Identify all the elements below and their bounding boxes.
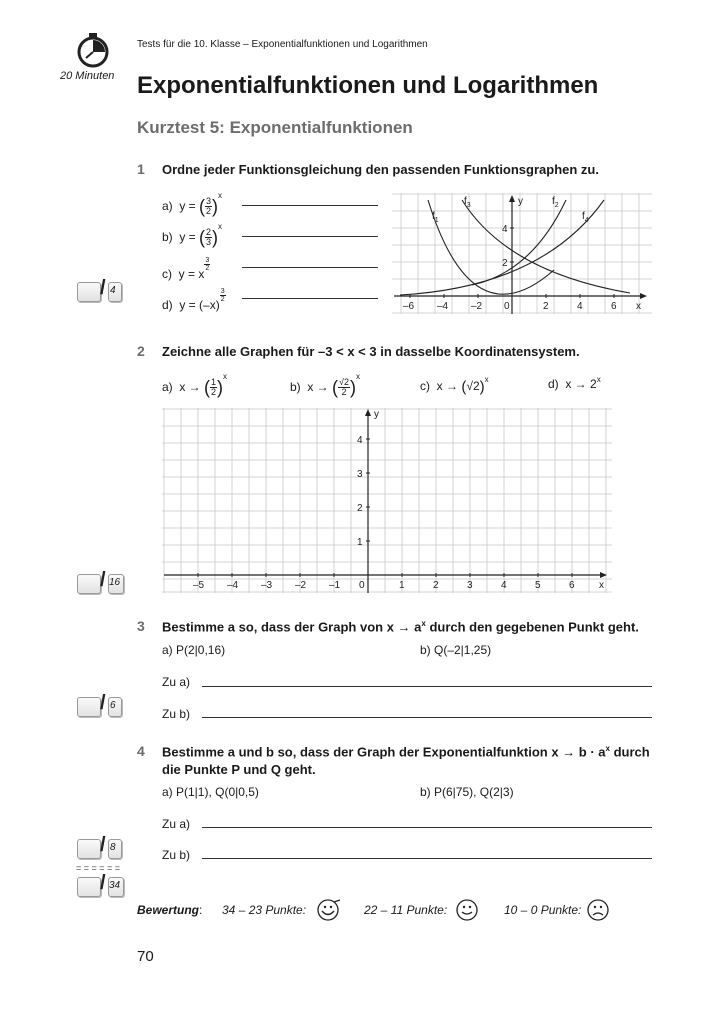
g2-y-label: y bbox=[374, 409, 379, 420]
very-happy-face-icon bbox=[316, 898, 342, 922]
g1-xtick-4: 2 bbox=[543, 301, 549, 312]
g1-xtick-6: 6 bbox=[611, 301, 617, 312]
task-2-item-c: c) $x \to (√2)^x$ bbox=[420, 375, 489, 396]
g2-xtick-7: 2 bbox=[433, 580, 439, 591]
bewertung-range-2: 22 – 11 Punkte: bbox=[364, 903, 448, 917]
g1-ytick-1: 4 bbox=[502, 224, 508, 235]
time-label: 20 Minuten bbox=[60, 70, 115, 82]
task-2-item-d: d) $x \to 2^x$ bbox=[548, 375, 601, 391]
g2-xtick-5: 0 bbox=[359, 580, 365, 591]
g2-xtick-4: –1 bbox=[329, 580, 341, 591]
score-slash-total: / bbox=[100, 872, 106, 894]
score-box-4[interactable] bbox=[77, 839, 101, 859]
answer-line-4a[interactable] bbox=[202, 827, 652, 828]
task-1-item-b: b) y = ( $\frac{2}{3}$ )$^x$ bbox=[162, 222, 223, 248]
bewertung-range-1: 34 – 23 Punkte: bbox=[222, 903, 307, 917]
page-number: 70 bbox=[137, 948, 154, 965]
score-box-total[interactable] bbox=[77, 877, 101, 897]
task-3-part-b: b) Q(–2|1,25) bbox=[420, 643, 492, 657]
task-2-item-b: b) x → ( $\frac{√2}{2}$ )$^x$ bbox=[290, 372, 360, 398]
task-2-number: 2 bbox=[137, 343, 145, 359]
running-head: Tests für die 10. Klasse – Exponentialfunktionen und Logarithmen bbox=[137, 39, 428, 50]
task-4-zu-b-label: Zu b) bbox=[162, 848, 191, 862]
score-max-3: 6 bbox=[110, 700, 116, 711]
g2-xtick-1: –4 bbox=[227, 580, 239, 591]
g2-xtick-0: –5 bbox=[193, 580, 205, 591]
answer-line-3b[interactable] bbox=[202, 717, 652, 718]
task-4-part-a: a) P(1|1), Q(0|0,5) bbox=[162, 785, 259, 799]
score-box-2[interactable] bbox=[77, 574, 101, 594]
g1-ytick-0: 2 bbox=[502, 258, 508, 269]
bewertung-label: Bewertung: bbox=[137, 903, 203, 917]
g2-ytick-1: 2 bbox=[357, 503, 363, 514]
answer-line-4b[interactable] bbox=[202, 858, 652, 859]
g2-xtick-8: 3 bbox=[467, 580, 473, 591]
score-slash-2: / bbox=[100, 569, 106, 591]
task-4-zu-a-label: Zu a) bbox=[162, 817, 191, 831]
score-max-2: 16 bbox=[109, 577, 121, 588]
score-slash-3: / bbox=[100, 692, 106, 714]
answer-line-1a[interactable] bbox=[242, 205, 378, 206]
task-1-text: Ordne jeder Funktionsgleichung den passenden Funktionsgraphen zu. bbox=[162, 162, 599, 177]
g2-xtick-11: 6 bbox=[569, 580, 575, 591]
task-3-text: Bestimme a so, dass der Graph von $x \to a^x$ durch den gegebenen Punkt geht. bbox=[162, 619, 639, 635]
bewertung-range-3: 10 – 0 Punkte: bbox=[504, 903, 582, 917]
score-box-3[interactable] bbox=[77, 697, 101, 717]
g1-xtick-2: –2 bbox=[471, 301, 483, 312]
task-2-text: Zeichne alle Graphen für –3 < x < 3 in dasselbe Koordinatensystem. bbox=[162, 344, 580, 359]
g2-xtick-9: 4 bbox=[501, 580, 507, 591]
g2-ytick-3: 4 bbox=[357, 435, 363, 446]
answer-line-1b[interactable] bbox=[242, 236, 378, 237]
happy-face-icon bbox=[455, 898, 481, 922]
graph-2-grid bbox=[162, 408, 612, 593]
answer-line-1d[interactable] bbox=[242, 298, 378, 299]
stopwatch-icon bbox=[75, 32, 111, 68]
page-subtitle: Kurztest 5: Exponentialfunktionen bbox=[137, 118, 413, 137]
task-1-item-d: d) y = (–x) $\frac{3}{2}$ bbox=[162, 288, 225, 312]
g2-xtick-2: –3 bbox=[261, 580, 273, 591]
task-4-part-b: b) P(6|75), Q(2|3) bbox=[420, 785, 514, 799]
g1-y-label: y bbox=[518, 196, 523, 207]
g1-label-f4: $f_4$ bbox=[582, 211, 589, 224]
g2-x-label: x bbox=[599, 580, 604, 591]
task-3-zu-b-label: Zu b) bbox=[162, 707, 191, 721]
task-4-text-line-2: die Punkte P und Q geht. bbox=[162, 762, 316, 777]
score-slash-4: / bbox=[100, 834, 106, 856]
task-3-zu-a-label: Zu a) bbox=[162, 675, 191, 689]
g1-xtick-0: –6 bbox=[403, 301, 415, 312]
task-4-number: 4 bbox=[137, 743, 145, 759]
answer-line-1c[interactable] bbox=[242, 267, 378, 268]
curve-f4 bbox=[400, 200, 604, 295]
g1-label-f1: $f_1$ bbox=[432, 211, 439, 224]
score-max-1: 4 bbox=[110, 285, 116, 296]
score-max-4: 8 bbox=[110, 842, 116, 853]
sad-face-icon bbox=[586, 898, 612, 922]
g1-xtick-1: –4 bbox=[437, 301, 449, 312]
task-3-number: 3 bbox=[137, 618, 145, 634]
g1-label-f3: $f_3$ bbox=[464, 196, 471, 209]
g2-ytick-0: 1 bbox=[357, 537, 363, 548]
g1-label-f2: $f_2$ bbox=[552, 196, 559, 209]
score-box-1[interactable] bbox=[77, 282, 101, 302]
g1-xtick-3: 0 bbox=[504, 301, 510, 312]
task-3-part-a: a) P(2|0,16) bbox=[162, 643, 226, 657]
task-4-text-line-1: Bestimme a und b so, dass der Graph der Exponentialfunktion $x \to b \cdot a^x$ durch bbox=[162, 744, 650, 760]
task-1-number: 1 bbox=[137, 161, 145, 177]
task-1-item-a: a) y = ( $\frac{3}{2}$ )$^x$ bbox=[162, 191, 223, 217]
g2-xtick-6: 1 bbox=[399, 580, 405, 591]
g1-x-label: x bbox=[636, 301, 641, 312]
g2-xtick-10: 5 bbox=[535, 580, 541, 591]
task-1-item-c: c) y = x $\frac{3}{2}$ bbox=[162, 257, 210, 281]
score-max-total: 34 bbox=[109, 880, 121, 891]
graph-1 bbox=[392, 192, 652, 316]
score-slash-1: / bbox=[100, 277, 106, 299]
answer-line-3a[interactable] bbox=[202, 686, 652, 687]
total-separator: = = = = = = bbox=[76, 863, 121, 873]
g2-ytick-2: 3 bbox=[357, 469, 363, 480]
g1-xtick-5: 4 bbox=[577, 301, 583, 312]
task-2-item-a: a) x → ( $\frac{1}{2}$ )$^x$ bbox=[162, 372, 228, 398]
g2-xtick-3: –2 bbox=[295, 580, 307, 591]
graph-2[interactable] bbox=[162, 408, 612, 594]
page-title: Exponentialfunktionen und Logarithmen bbox=[137, 72, 599, 99]
